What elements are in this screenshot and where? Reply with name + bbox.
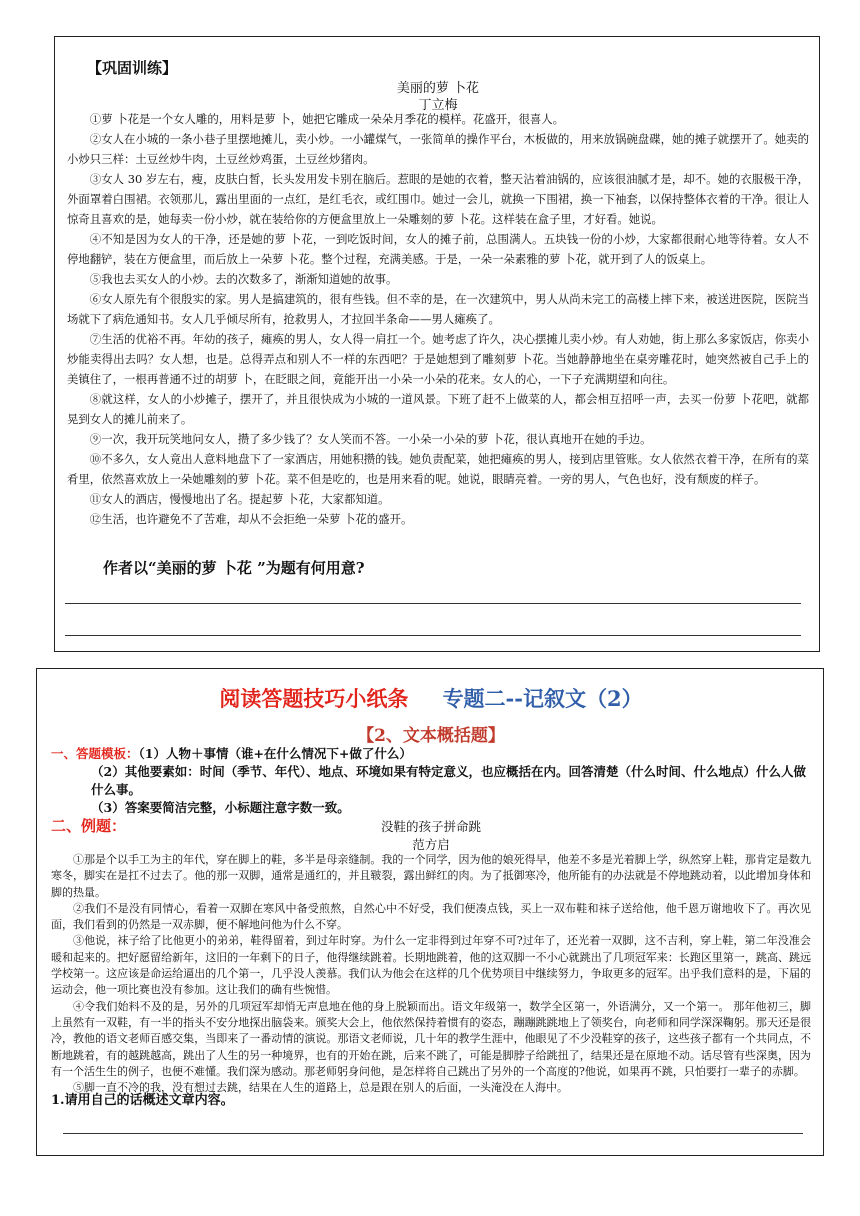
story-paragraph: ①萝 卜花是一个女人雕的，用料是萝 卜，她把它雕成一朵朵月季花的模样。花盛开，很喜人。 (89, 112, 565, 126)
story-paragraph: ③他说，袜子给了比他更小的弟弟，鞋得留着，到过年时穿。为什么一定非得到过年穿不可?过年了，还光着一双脚，这不吉利，穿上鞋，第二年没准会暖和起来的。把好愿留给新年，这旧的一年剩下的日子，他得继续跳着。长期地跳着，他的这双脚一不小心就跳出了几项冠军来：长跑区里第一，跳高、跳远学校第一。这应该是命运给逼出的几个第一，几乎没人羡慕。我们认为他会在这样的几个优势项目中继续努力，争取更多的冠军。出乎我们意料的是，下届的运动会，他一项比赛也没有参加。这让我们的确有些惋惜。 (51, 934, 811, 997)
story-title: 美丽的萝 卜花 (396, 81, 480, 96)
example-label: 二、例题： (51, 817, 127, 835)
template-item-1: （1）人物＋事情（谁+在什么情况下+做了什么） (138, 746, 412, 761)
story-paragraph: ⑫生活，也许避免不了苦难，却从不会拒绝一朵萝 卜花的盛开。 (89, 512, 413, 526)
answer-line[interactable] (65, 635, 801, 636)
tips-title (37, 683, 825, 713)
template-label: 一、答题模板： (51, 746, 139, 761)
story-paragraph: ⑨一次，我开玩笑地问女人，攒了多少钱了？女人笑而不答。一小朵一小朵的萝 卜花，很认真地开在她的手边。 (89, 432, 652, 446)
story-paragraph: ⑧就这样，女人的小炒摊子，摆开了，并且很快成为小城的一道风景。下班了赶不上做菜的人，都会相互招呼一声，去买一份萝 卜花吧，就都晃到女人的摊儿前来了。 (67, 392, 809, 426)
tips-title-red: 阅读答题技巧小纸条 (219, 686, 409, 711)
story-paragraph: ⑤脚一直不冷的我，没有想过去跳，结果在人生的道路上，总是跟在别人的后面，一头淹没在人海中。 (73, 1081, 568, 1095)
story-paragraph: ①那是个以手工为主的年代，穿在脚上的鞋，多半是母亲缝制。我的一个同学，因为他的娘死得早，他差不多是光着脚上学，纵然穿上鞋，那肯定是数九寒冬，脚实在是扛不过去了。他的那一双脚，通常是通红的，并且皲裂，露出鲜红的肉。为了抵御寒冷，他所能有的办法就是不停地跳动着，以此增加身体和脚的热量。 (51, 853, 811, 899)
template-item-3: （3）答案要简洁完整，小标题注意字数一致。 (91, 800, 350, 815)
tips-subtitle: 【2、文本概括题】 (357, 726, 505, 746)
tips-title-blue: 专题二--记叙文（2） (442, 686, 643, 711)
example-story-author: 范方启 (412, 837, 450, 852)
story-paragraph: ④令我们始料不及的是，另外的几项冠军却悄无声息地在他的身上脱颖而出。语文年级第一，数学全区第一，外语满分，又一个第一。 那年他初三，脚上虽然有一双鞋，有一半的指头不安分地探出脑袋来。颁奖大会上，他依然保持着惯有的姿态，蹦蹦跳跳地上了领奖台，向老师和同学深深鞠躬。那天还是很冷，教他的语文老师百感交集，当即来了一番动情的演说。那语文老师说，几十年的教学生涯中，他眼见了不少没鞋穿的孩子，这些孩子都有一个共同点，不断地跳着，有的越跳越高，跳出了人生的另一种境界，也有的开始在跳，后来不跳了，可能是脚脖子给跳扭了，结果还是在原地不动。话尽管有些深奥，因为有一个活生生的例子，也便不难懂。我们深为感动。那老师躬身问他，是怎样将自己跳出了另外的一个高度的?他说，如果再不跳，只怕要打一辈子的赤脚。 (51, 999, 811, 1078)
answer-line[interactable] (65, 603, 801, 604)
story-body (67, 109, 809, 529)
example-story-body (51, 852, 811, 1096)
story-paragraph: ②女人在小城的一条小巷子里摆地摊儿，卖小炒。一小罐煤气，一张简单的操作平台，木板做的，用来放锅碗盘碟，她的摊子就摆开了。她卖的小炒只三样：土豆丝炒牛肉，土豆丝炒鸡蛋，土豆丝炒猪肉。 (67, 132, 809, 166)
question: 作者以“美丽的萝 卜花 ”为题有何用意? (103, 559, 365, 577)
section-label: 【巩固训练】 (87, 59, 178, 77)
answer-template (51, 745, 811, 817)
practice-box (54, 36, 820, 652)
story-paragraph: ⑪女人的酒店，慢慢地出了名。提起萝 卜花，大家都知道。 (89, 492, 390, 506)
story-paragraph: ⑦生活的优裕不再。年幼的孩子，瘫痪的男人，女人得一肩扛一个。她考虑了许久，决心摆摊儿卖小炒。有人劝她，街上那么多家饭店，你卖小炒能卖得出去吗？女人想，也是。总得弄点和别人不一样的东西吧？于是她想到了雕刻萝 卜花。当她静静地坐在桌旁雕花时，她突然被自己手上的美镇住了，一根再普通不过的胡萝 卜，在眨眼之间，竟能开出一小朵一小朵的花来。女人的心，一下子充满期望和向往。 (67, 332, 809, 386)
story-paragraph: ②我们不是没有同情心，看着一双脚在寒风中备受煎熬，自然心中不好受，我们便凑点钱，买上一双布鞋和袜子送给他，他千恩万谢地收下了。再次见面，我们看到的仍然是一双赤脚，便不解地问他为什么不穿。 (51, 901, 811, 932)
story-paragraph: ④不知是因为女人的干净，还是她的萝 卜花，一到吃饭时间，女人的摊子前，总围满人。五块钱一份的小炒，大家都很耐心地等待着。女人不停地翻铲，装在方便盒里，而后放上一朵萝 卜花。整个过程，充满美感。于是，一朵一朵素雅的萝 卜花，就开到了人的饭桌上。 (67, 232, 809, 266)
story-paragraph: ⑩不多久，女人竟出人意料地盘下了一家酒店，用她积攒的钱。她负责配菜，她把瘫痪的男人，接到店里管账。女人依然衣着干净，在所有的菜肴里，依然喜欢放上一朵她雕刻的萝 卜花。菜不但是吃的，也是用来看的呢。她说，眼睛亮着。一旁的男人，气色也好，没有颓废的样子。 (67, 452, 809, 486)
example-story-title: 没鞋的孩子拼命跳 (380, 819, 481, 834)
answer-line[interactable] (63, 1133, 803, 1134)
tips-box (36, 668, 824, 1156)
example-question: 1.请用自己的话概述文章内容。 (51, 1093, 234, 1108)
template-item-2: （2）其他要素如：时间（季节、年代）、地点、环境如果有特定意义，也应概括在内。回答清楚（什么时间、什么地点）什么人做什么事。 (91, 764, 806, 797)
story-paragraph: ③女人 30 岁左右，瘦，皮肤白皙，长头发用发卡别在脑后。惹眼的是她的衣着，整天沾着油锅的，应该很油腻才是，却不。她的衣服极干净，外面罩着白围裙。衣领那儿，露出里面的一点红，是红毛衣，或红围巾。她过一会儿，就换一下围裙，换一下袖套，以保持整体衣着的干净。很让人惊奇且喜欢的是，她每卖一份小炒，就在装给你的方便盒里放上一朵雕刻的萝 卜花。这样装在盒子里，才好看。她说。 (67, 172, 809, 226)
story-paragraph: ⑥女人原先有个很殷实的家。男人是搞建筑的，很有些钱。但不幸的是，在一次建筑中，男人从尚未完工的高楼上摔下来，被送进医院，医院当场就下了病危通知书。女人几乎倾尽所有，抢救男人，才拉回半条命——男人瘫痪了。 (67, 292, 809, 326)
story-paragraph: ⑤我也去买女人的小炒。去的次数多了，渐渐知道她的故事。 (89, 272, 398, 286)
story-author: 丁立梅 (418, 98, 458, 113)
